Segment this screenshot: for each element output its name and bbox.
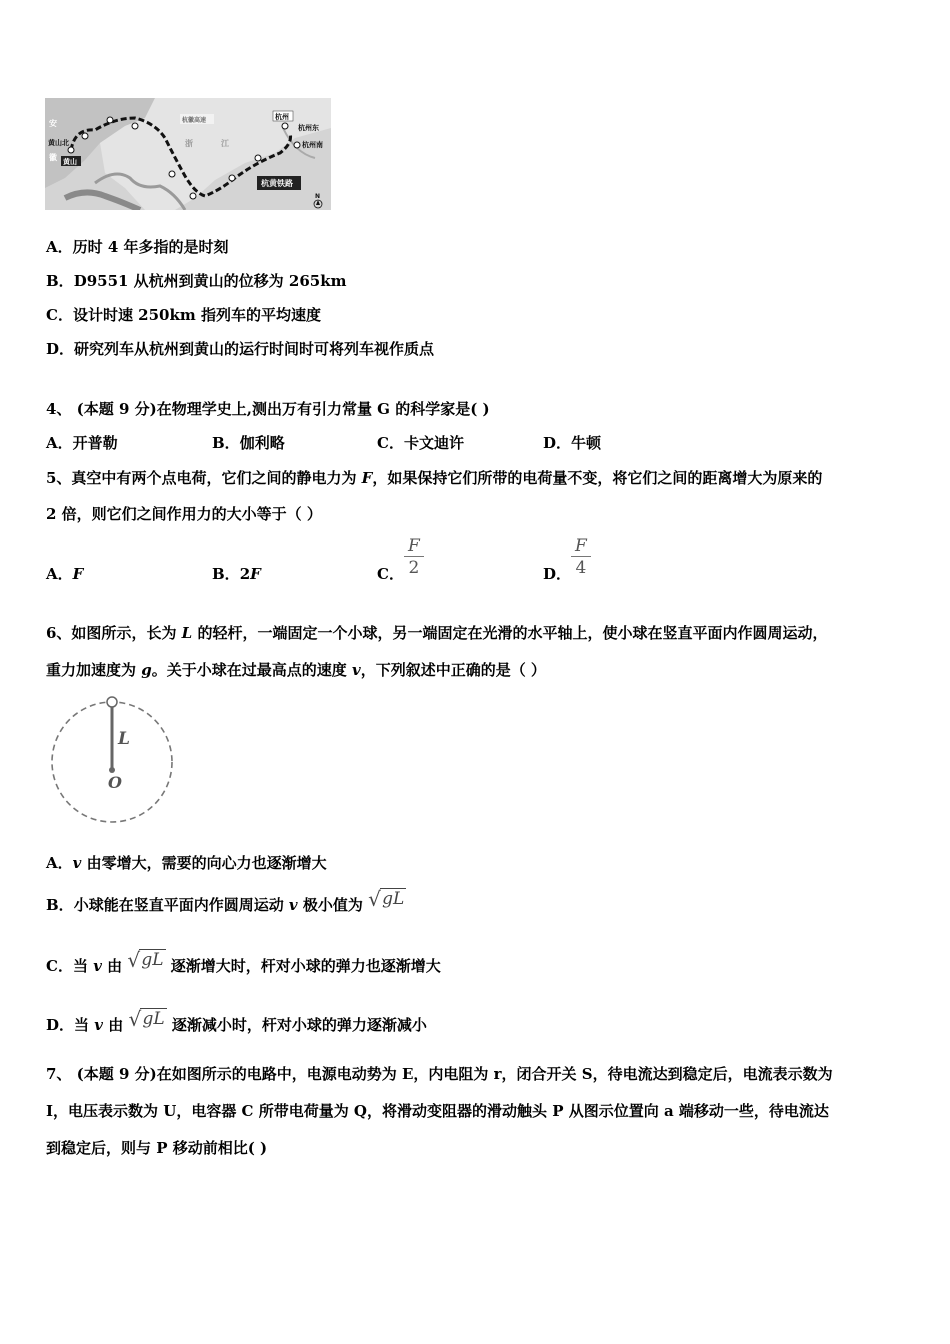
fraction xyxy=(404,536,424,579)
q5-option-a xyxy=(46,563,83,584)
option-letter: C． xyxy=(377,434,404,452)
q6-var-g: g xyxy=(141,661,152,679)
station-dot xyxy=(255,155,261,161)
station-dot xyxy=(132,123,138,129)
q3-option-c xyxy=(46,304,321,325)
q3-option-d xyxy=(46,338,434,359)
q5-option-c-fraction xyxy=(404,536,424,579)
q6-text: 。关于小球在过最高点的速度 xyxy=(151,661,352,679)
fraction xyxy=(571,536,591,579)
q6-text: 重力加速度为 xyxy=(46,661,142,679)
q7-stem-line2: I，电压表示数为 U，电容器 C 所带电荷量为 Q，将滑动变阻器的滑动触头 P 从图示位置向 a 端移动一些，待电流达 xyxy=(46,1102,829,1120)
option-text: 设计时速 250km 指列车的平均速度 xyxy=(72,306,321,324)
option-letter: C． xyxy=(46,306,73,324)
option-text: 当 xyxy=(72,957,94,975)
station-dot xyxy=(169,171,175,177)
q5-stem-line1 xyxy=(46,467,822,488)
option-letter: D． xyxy=(46,340,75,358)
q6-stem-line1 xyxy=(46,622,827,643)
map-label-huangshan-bei: 黄山北 xyxy=(48,139,69,147)
sqrt-gl xyxy=(128,1009,166,1029)
option-text: 当 xyxy=(74,1016,95,1034)
sqrt-icon: √ xyxy=(127,948,141,972)
q6-text: 的轻杆，一端固定一个小球，另一端固定在光滑的水平轴上，使小球在竖直平面内作圆周运动， xyxy=(192,624,828,642)
map-label-hangzhou-nan: 杭州南 xyxy=(302,141,323,149)
q6-var-l: L xyxy=(181,624,193,642)
sqrt-gl xyxy=(368,889,406,909)
option-text: 极小值为 xyxy=(297,896,363,914)
option-letter: A． xyxy=(46,238,73,256)
sqrt-icon: √ xyxy=(128,1007,142,1031)
q6-var-v: v xyxy=(351,661,361,679)
option-var: v xyxy=(93,957,102,975)
option-text: 逐渐减小时，杆对小球的弹力逐渐减小 xyxy=(171,1016,427,1034)
station-dot xyxy=(229,175,235,181)
map-label-zhe: 浙 xyxy=(185,139,193,148)
option-text: F xyxy=(72,565,84,583)
option-var: v xyxy=(288,896,298,914)
q6-option-c xyxy=(46,948,441,976)
sqrt-gl xyxy=(127,950,165,970)
option-letter: B． xyxy=(212,565,240,583)
option-var: F xyxy=(250,565,261,583)
option-text: 历时 4 年多指的是时刻 xyxy=(72,238,229,256)
q5-option-c-letter: C． xyxy=(377,565,404,583)
option-letter: A． xyxy=(46,565,73,583)
option-letter: A． xyxy=(46,434,73,452)
rod-circle-svg xyxy=(48,692,178,828)
station-hangzhou-nan xyxy=(294,142,300,148)
option-text: 2 xyxy=(239,565,251,583)
sqrt-body: gL xyxy=(382,889,405,909)
option-letter: B． xyxy=(46,896,74,914)
q6-option-b xyxy=(46,887,406,915)
q5-option-b xyxy=(212,563,261,584)
rod-circle-figure xyxy=(48,692,178,832)
map-label-railway: 杭黄铁路 xyxy=(261,179,293,188)
q6-option-a xyxy=(46,852,327,873)
option-letter: D． xyxy=(46,1016,75,1034)
rod-label-l: L xyxy=(118,729,130,749)
option-text: 牛顿 xyxy=(571,434,602,452)
map-label-hui: 徽 xyxy=(49,153,57,162)
station-dot xyxy=(107,117,113,123)
option-letter: B． xyxy=(212,434,240,452)
q5-stem-line2: 2 倍，则它们之间作用力的大小等于（ ） xyxy=(46,505,322,523)
map-label-jiang: 江 xyxy=(221,139,229,148)
center-label-o: O xyxy=(108,773,122,792)
sqrt-body: gL xyxy=(141,950,164,970)
small-ball xyxy=(107,697,117,707)
fraction-denominator: 4 xyxy=(575,558,587,578)
station-dot xyxy=(82,133,88,139)
q4-stem: 4、 (本题 9 分)在物理学史上,测出万有引力常量 G 的科学家是( ) xyxy=(46,400,490,418)
q4-option-b xyxy=(212,432,285,453)
option-var: v xyxy=(72,854,82,872)
station-dot xyxy=(190,193,196,199)
q5-text: 5、真空中有两个点电荷，它们之间的静电力为 xyxy=(46,469,362,487)
q6-text: ，下列叙述中正确的是（ ） xyxy=(360,661,546,679)
option-text: 伽利略 xyxy=(239,434,285,452)
fraction-denominator: 2 xyxy=(408,558,420,578)
option-text: 由 xyxy=(101,957,123,975)
q7-stem-line3: 到稳定后，则与 P 移动前相比( ) xyxy=(46,1139,268,1157)
q5-var-f: F xyxy=(361,469,373,487)
option-letter: D． xyxy=(543,434,572,452)
option-text: 卡文迪许 xyxy=(403,434,464,452)
sqrt-body: gL xyxy=(142,1009,165,1029)
fraction-numerator: F xyxy=(571,536,591,557)
option-text: 由零增大，需要的向心力也逐渐增大 xyxy=(81,854,327,872)
sqrt-icon: √ xyxy=(368,887,381,911)
option-text: 逐渐增大时，杆对小球的弹力也逐渐增大 xyxy=(170,957,441,975)
station-huangshan xyxy=(68,147,74,153)
railway-map-svg xyxy=(45,98,331,210)
map-label-an: 安 xyxy=(49,119,57,128)
map-label-huangshan: 黄山 xyxy=(63,158,77,166)
map-label-north: N xyxy=(315,193,321,200)
option-text: 由 xyxy=(102,1016,124,1034)
q6-stem-line2 xyxy=(46,659,546,680)
q4-option-d xyxy=(543,432,601,453)
option-letter: B． xyxy=(46,272,74,290)
station-hangzhou xyxy=(282,123,288,129)
q4-option-a xyxy=(46,432,118,453)
q5-text: ，如果保持它们所带的电荷量不变，将它们之间的距离增大为原来的 xyxy=(372,469,823,487)
map-label-expressway: 杭徽高速 xyxy=(182,117,207,124)
option-text: 研究列车从杭州到黄山的运行时间时可将列车视作质点 xyxy=(74,340,435,358)
fraction-numerator: F xyxy=(404,536,424,557)
option-letter: C． xyxy=(46,957,73,975)
map-label-hangzhou-dong: 杭州东 xyxy=(298,124,319,132)
q4-option-c xyxy=(377,432,464,453)
option-text: 开普勒 xyxy=(72,434,118,452)
q3-option-a xyxy=(46,236,229,257)
q5-option-d-fraction xyxy=(571,536,591,579)
railway-map-figure xyxy=(45,98,331,210)
q6-option-d xyxy=(46,1007,427,1035)
q3-option-b xyxy=(46,270,346,291)
option-var: v xyxy=(94,1016,103,1034)
q7-stem-line1: 7、 (本题 9 分)在如图所示的电路中，电源电动势为 E，内电阻为 r，闭合开关 S，待电流达到稳定后，电流表示数为 xyxy=(46,1065,833,1083)
option-text: D9551 从杭州到黄山的位移为 265km xyxy=(73,272,347,290)
q6-text: 6、如图所示，长为 xyxy=(46,624,182,642)
q5-option-d-letter: D． xyxy=(543,565,572,583)
map-label-hangzhou: 杭州 xyxy=(275,113,289,121)
option-text: 小球能在竖直平面内作圆周运动 xyxy=(73,896,289,914)
option-letter: A． xyxy=(46,854,73,872)
